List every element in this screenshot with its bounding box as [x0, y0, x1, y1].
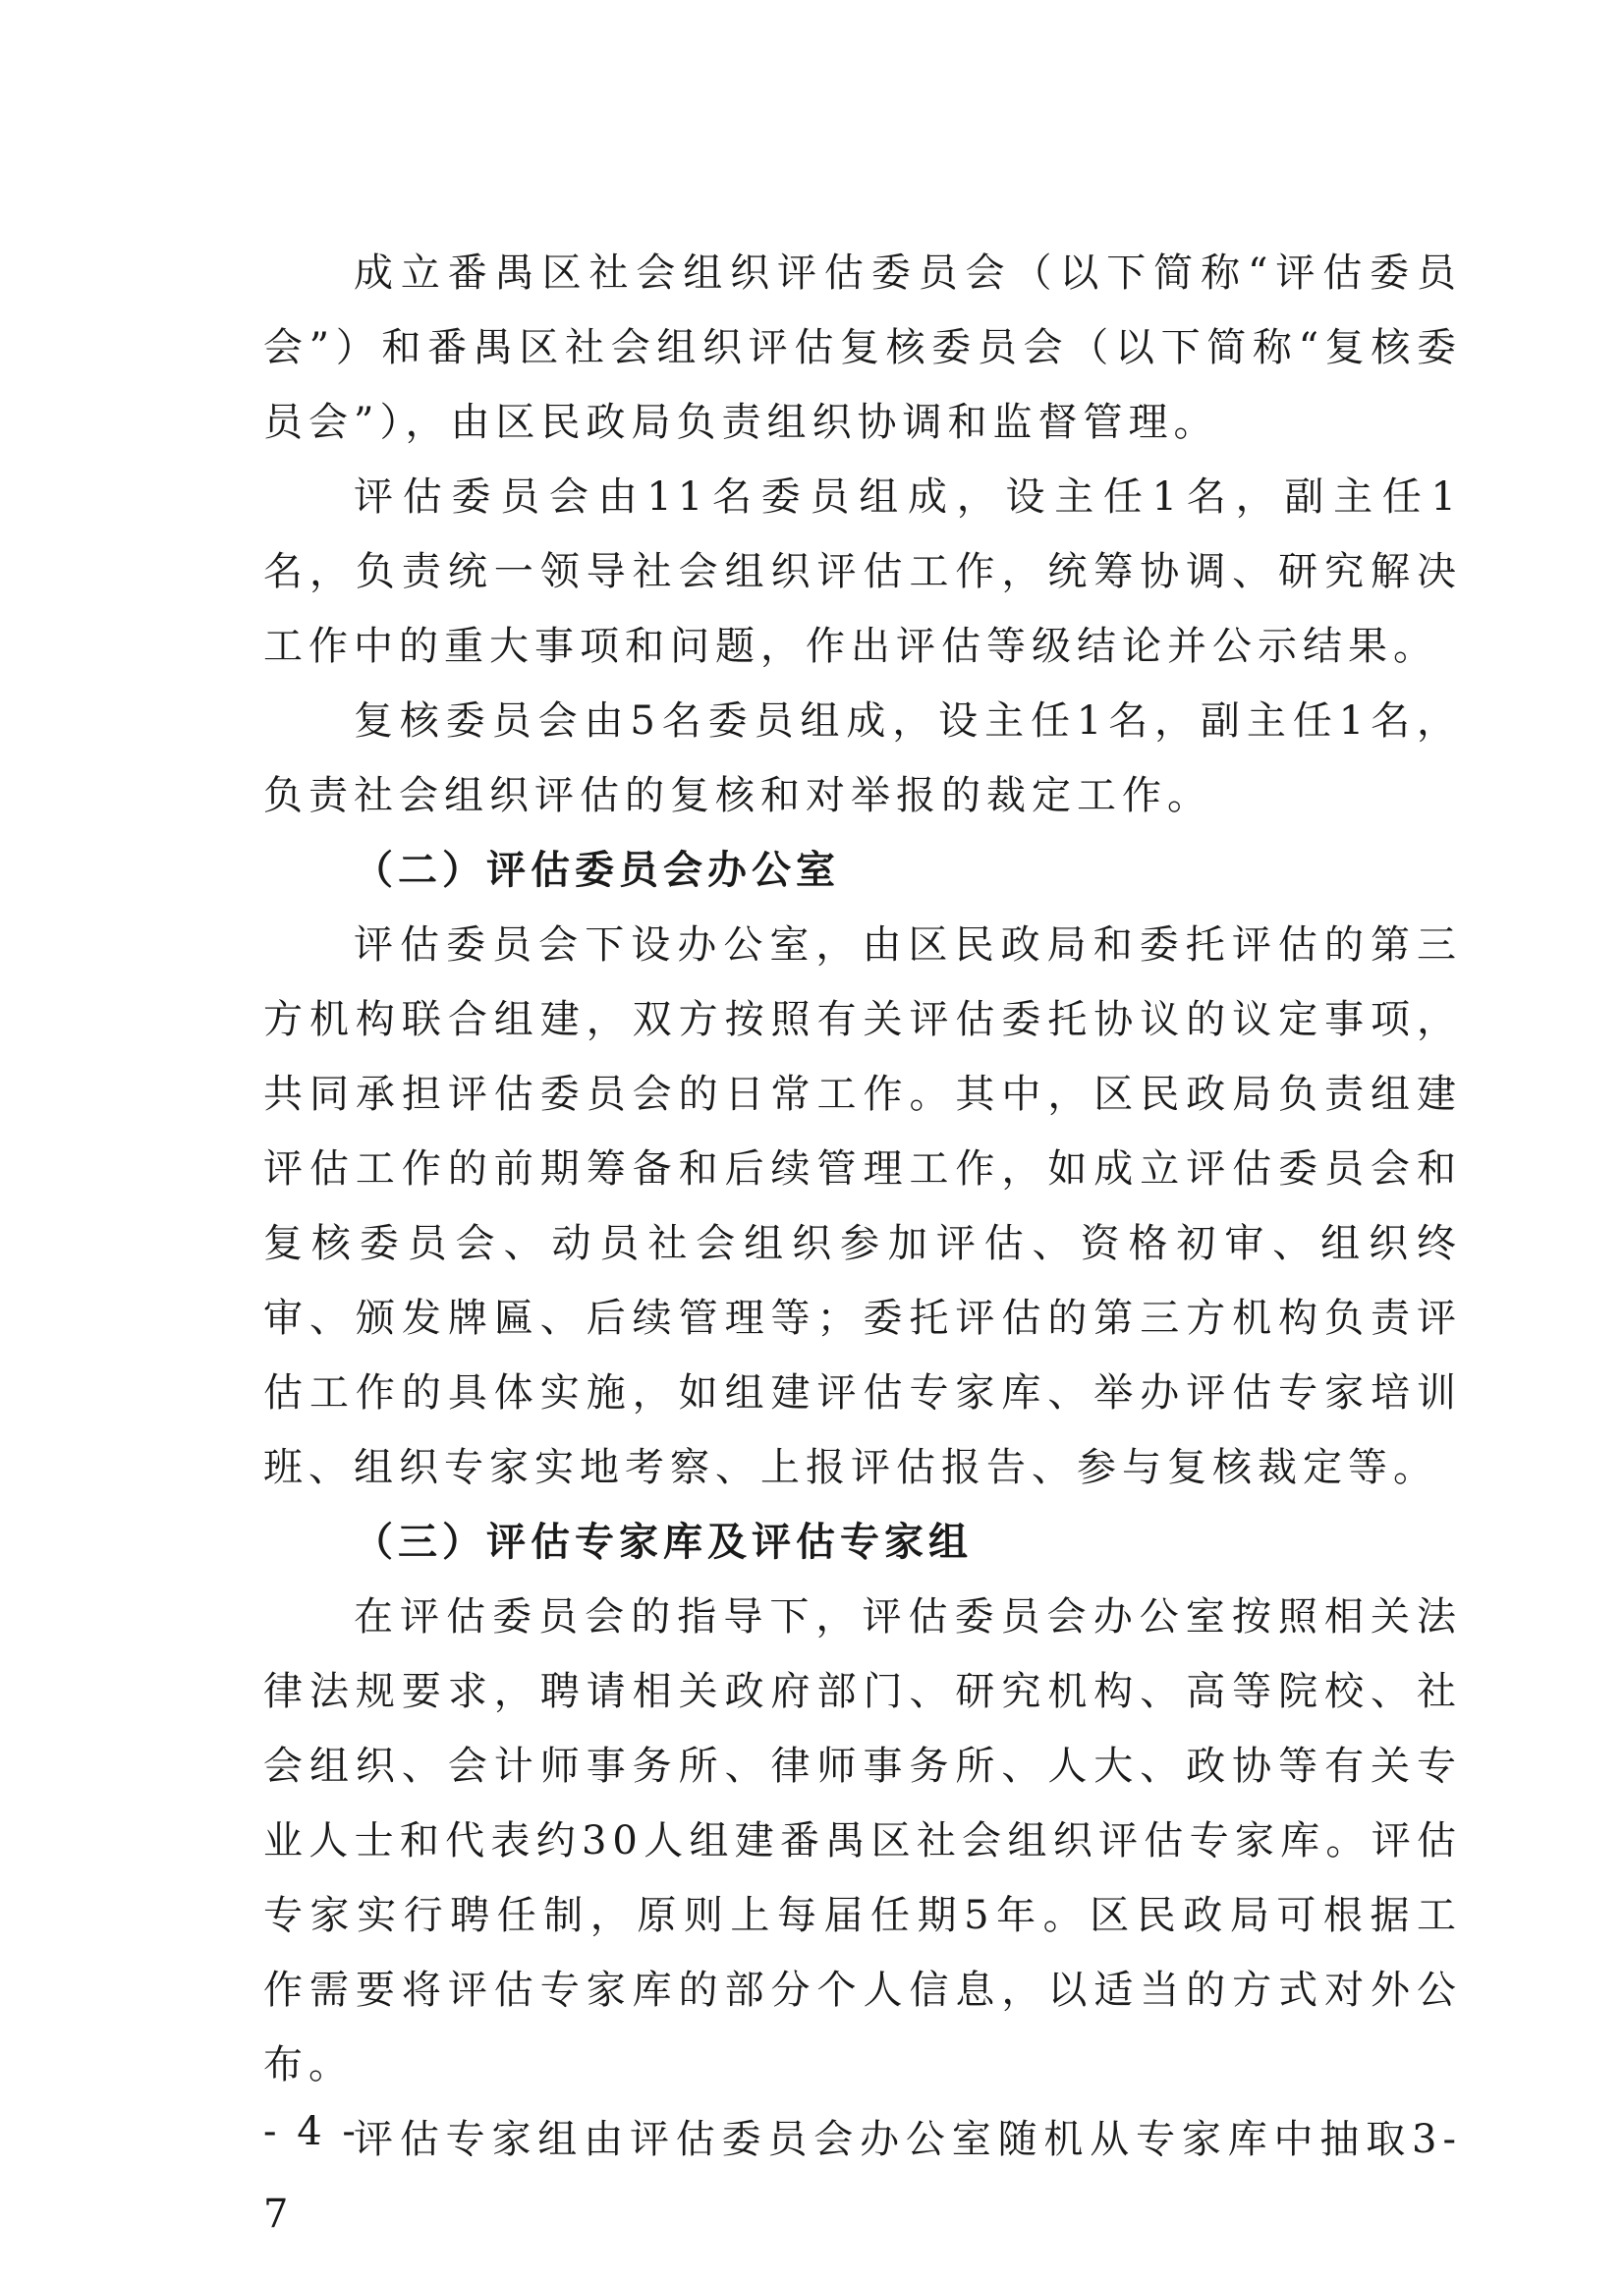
paragraph-office-duties: 评估委员会下设办公室，由区民政局和委托评估的第三方机构联合组建，双方按照有关评估委托协议的议定事项，共同承担评估委员会的日常工作。其中，区民政局负责组建评估工作的前期筹备和后续管理工作，如成立评估委员会和复核委员会、动员社会组织参加评估、资格初审、组织终审、颁发牌匾、后续管理等；委托评估的第三方机构负责评估工作的具体实施，如组建评估专家库、举办评估专家培训班、组织专家实地考察、上报评估报告、参与复核裁定等。 [263, 922, 1462, 1490]
section-heading-office: （二）评估委员会办公室 [354, 847, 840, 893]
paragraph-committees-established: 成立番禺区社会组织评估委员会（以下简称“评估委员会”）和番禺区社会组织评估复核委员会（以下简称“复核委员会”），由区民政局负责组织协调和监督管理。 [263, 250, 1462, 445]
paragraph-evaluation-committee: 评估委员会由11名委员组成，设主任1名，副主任1名，负责统一领导社会组织评估工作，统筹协调、研究解决工作中的重大事项和问题，作出评估等级结论并公示结果。 [263, 474, 1462, 669]
paragraph-expert-group: 评估专家组由评估委员会办公室随机从专家库中抽取3-7 [263, 2117, 1462, 2237]
document-body [263, 236, 1462, 2252]
paragraph-review-committee: 复核委员会由5名委员组成，设主任1名，副主任1名，负责社会组织评估的复核和对举报的裁定工作。 [263, 698, 1462, 818]
paragraph-expert-pool: 在评估委员会的指导下，评估委员会办公室按照相关法律法规要求，聘请相关政府部门、研究机构、高等院校、社会组织、会计师事务所、律师事务所、人大、政协等有关专业人士和代表约30人组建番禺区社会组织评估专家库。评估专家实行聘任制，原则上每届任期5年。区民政局可根据工作需要将评估专家库的部分个人信息，以适当的方式对外公布。 [263, 1594, 1462, 2087]
section-heading-expert-pool: （三）评估专家库及评估专家组 [354, 1519, 973, 1565]
page-number: - 4 - [263, 2109, 360, 2154]
